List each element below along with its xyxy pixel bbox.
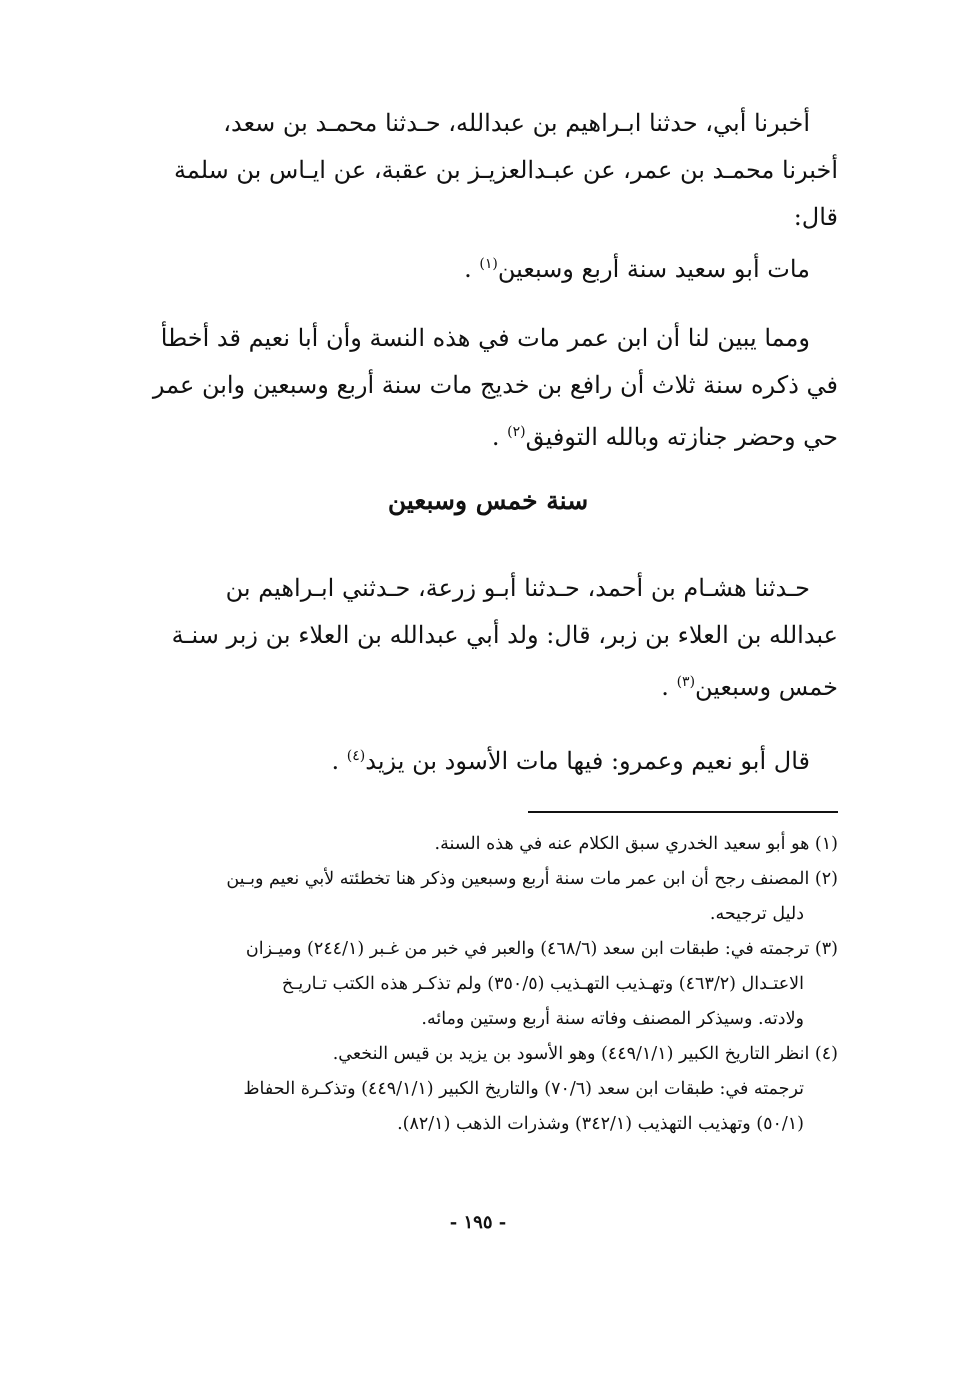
footnote-3: (٣) ترجمته في: طبقات ابن سعد (٤٦٨/٦) والعبر في خبر من غـبر (٢٤٤/١) وميـزان <box>245 939 838 959</box>
page-number: - ١٩٥ - <box>449 1212 507 1233</box>
main-text <box>138 100 838 461</box>
footnote-2: (٢) المصنف رجح أن ابن عمر مات سنة أربع وسبعين وذكر هنا تخطئته لأبي نعيم وبـين <box>226 869 838 889</box>
footnote-ref-2: (٢) <box>507 424 526 440</box>
footnote-ref-4: (٤) <box>346 748 366 764</box>
paragraph-3-text: حي وحضر جنازته وبالله التوفيق <box>525 423 838 451</box>
footnote-3-cont-1: الاعتـدال (٤٦٣/٢) وتهـذيب التهـذيب (٣٥٠/٥) ولم تذكـر هذه الكتب تـاريـخ <box>281 974 804 994</box>
paragraph-5-text: قال أبو نعيم وعمرو: فيها مات الأسود بن يزيد <box>365 747 810 775</box>
paragraph-1-line-2: أخبرنا محمـد بن عمر، عن عبـدالعزيـز بن عقبة، عن ايـاس بن سلمة <box>173 156 838 184</box>
footnote-3-cont-2: ولادته. وسيذكر المصنف وفاته سنة أربع وستين ومائه. <box>421 1009 804 1029</box>
footnotes <box>138 827 838 1142</box>
main-text-2 <box>138 565 838 785</box>
paragraph-5-end: . <box>331 747 340 775</box>
footnote-ref-1: (١) <box>479 256 498 272</box>
paragraph-2-text: مات أبو سعيد سنة أربع وسبعين <box>497 255 810 283</box>
paragraph-4-line-1: حـدثنا هشـام بن أحمد، حـدثنا أبـو زرعة، حـدثني ابـراهيم بن <box>225 574 810 602</box>
footnote-2-cont: دليل ترجيحه. <box>709 904 804 924</box>
page-body <box>138 100 838 1142</box>
paragraph-3-end: . <box>491 423 500 451</box>
footnote-1: (١) هو أبو سعيد الخدري سبق الكلام عنه في هذه السنة. <box>434 834 838 854</box>
paragraph-4-text: خمس وسبعين <box>695 673 838 701</box>
paragraph-3-line-2: في ذكره سنة ثلاث أن رافع بن خديج مات سنة أربع وسبعين وابن عمر <box>152 371 838 399</box>
paragraph-4-line-3 <box>138 659 838 711</box>
paragraph-2 <box>138 241 838 293</box>
paragraph-3-line-1: ومما يبين لنا أن ابن عمر مات في هذه النسة وأن أبا نعيم قد أخطأ <box>160 324 810 352</box>
paragraph-5 <box>138 733 838 785</box>
paragraph-2-end: . <box>464 255 472 283</box>
footnote-ref-3: (٣) <box>676 674 696 690</box>
section-heading: سنة خمس وسبعين <box>387 486 589 515</box>
paragraph-1-line-1: أخبرنا أبي، حدثنا ابـراهيم بن عبدالله، حـدثنا محمـد بن سعد، <box>223 109 810 137</box>
footnote-4-cont-2: (٥٠/١) وتهذيب التهذيب (٣٤٢/١) وشذرات الذهب (٨٢/١). <box>397 1114 804 1134</box>
paragraph-4-end: . <box>661 673 669 701</box>
paragraph-3-line-3 <box>138 409 838 461</box>
paragraph-4-line-2: عبدالله بن العلاء بن زبر، قال: ولد أبي عبدالله بن العلاء بن زبر سنـة <box>171 621 838 649</box>
footnote-divider <box>528 811 838 813</box>
footnote-4: (٤) انظر التاريخ الكبير (٤٤٩/١/١) وهو الأسود بن يزيد بن قيس النخعي. <box>332 1044 838 1064</box>
footnote-4-cont-1: ترجمته في: طبقات ابن سعد (٧٠/٦) والتاريخ الكبير (٤٤٩/١/١) وتذكـرة الحفاظ <box>243 1079 804 1099</box>
paragraph-1-line-3: قال: <box>793 203 838 231</box>
